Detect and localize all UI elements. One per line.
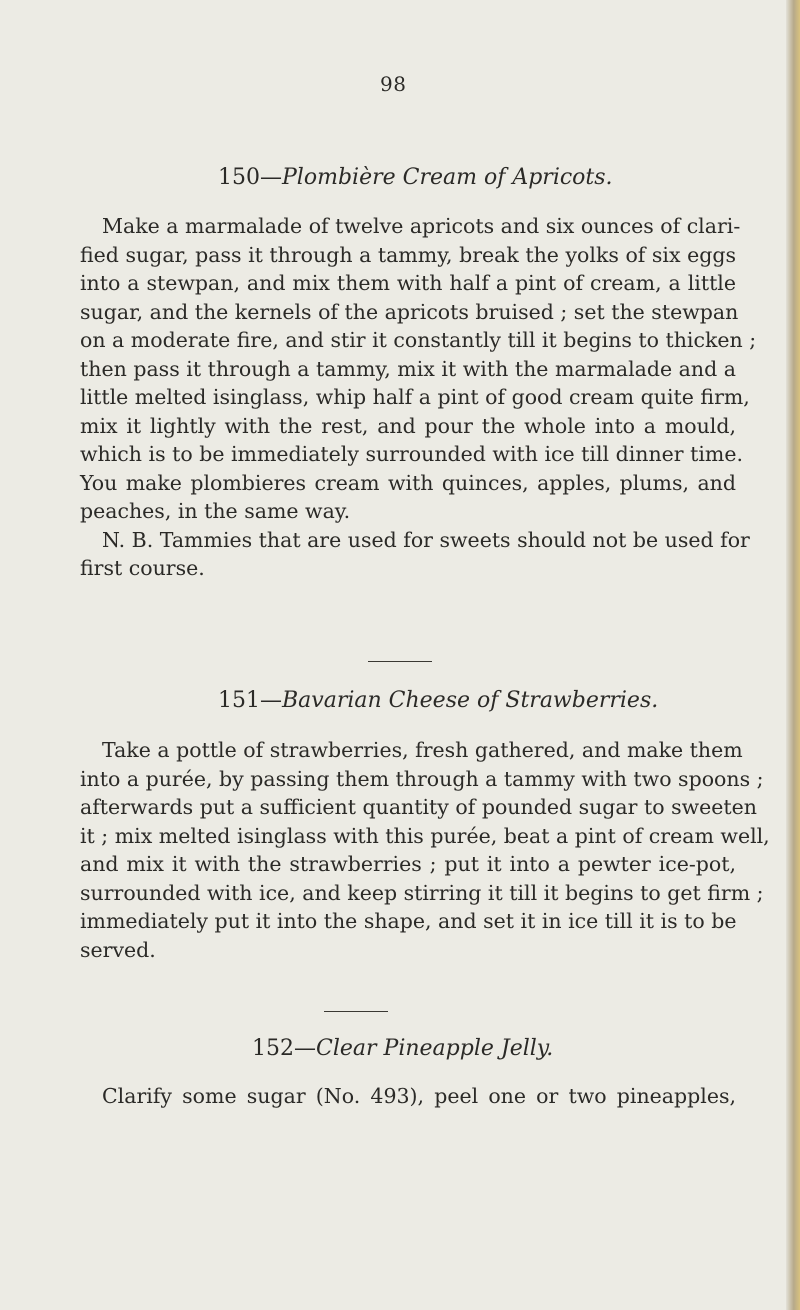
recipe-150-body <box>80 212 757 583</box>
recipe-150-number: 150— <box>218 165 282 190</box>
recipe-152-heading <box>0 1036 800 1061</box>
recipe-151-title: Bavarian Cheese of Strawberries. <box>282 688 659 713</box>
recipe-151-line: into a purée, by passing them through a tammy with two spoons ; <box>80 766 764 791</box>
page-number: 98 <box>380 72 407 96</box>
recipe-150-line: into a stewpan, and mix them with half a pint of cream, a little <box>80 271 736 295</box>
recipe-152-title: Clear Pineapple Jelly. <box>316 1036 554 1061</box>
page-edge-shadow <box>786 0 800 1310</box>
recipe-150-line: You make plombieres cream with quinces, apples, plums, and <box>80 470 736 495</box>
recipe-150-note-line: first course. <box>80 556 205 580</box>
recipe-152-body <box>80 1082 736 1111</box>
recipe-150-line: Make a marmalade of twelve apricots and six ounces of clari- <box>102 214 741 238</box>
recipe-150-heading <box>0 165 800 190</box>
recipe-151-line: it ; mix melted isinglass with this purée, beat a pint of cream well, <box>80 823 770 848</box>
recipe-152-line: Clarify some sugar (No. 493), peel one or two pineapples, <box>102 1084 736 1108</box>
recipe-151-line: afterwards put a sufficient quantity of pounded sugar to sweeten <box>80 795 757 819</box>
recipe-151-line: Take a pottle of strawberries, fresh gathered, and make them <box>102 738 743 762</box>
recipe-151-line: immediately put it into the shape, and set it in ice till it is to be <box>80 909 737 933</box>
recipe-150-line: sugar, and the kernels of the apricots bruised ; set the stewpan <box>80 299 739 324</box>
recipe-150-line: fied sugar, pass it through a tammy, break the yolks of six eggs <box>80 242 736 267</box>
recipe-151-line: served. <box>80 937 156 962</box>
recipe-150-note-line: N. B. Tammies that are used for sweets should not be used for <box>102 527 750 552</box>
section-divider <box>368 661 432 662</box>
recipe-150-line: peaches, in the same way. <box>80 499 351 523</box>
recipe-150-line: mix it lightly with the rest, and pour the whole into a mould, <box>80 413 736 438</box>
section-divider <box>324 1011 388 1012</box>
recipe-150-line: little melted isinglass, whip half a pint of good cream quite firm, <box>80 385 750 409</box>
recipe-151-line: surrounded with ice, and keep stirring it till it begins to get firm ; <box>80 880 764 905</box>
recipe-150-title: Plombière Cream of Apricots. <box>282 165 613 190</box>
recipe-151-body <box>80 736 770 964</box>
recipe-151-line: and mix it with the strawberries ; put it into a pewter ice-pot, <box>80 852 736 876</box>
recipe-151-heading <box>0 688 800 713</box>
recipe-150-line: on a moderate fire, and stir it constantly till it begins to thicken ; <box>80 328 757 352</box>
recipe-150-line: then pass it through a tammy, mix it with the marmalade and a <box>80 356 736 381</box>
recipe-150-line: which is to be immediately surrounded with ice till dinner time. <box>80 442 744 466</box>
recipe-151-number: 151— <box>218 688 282 713</box>
recipe-152-number: 152— <box>252 1036 316 1061</box>
